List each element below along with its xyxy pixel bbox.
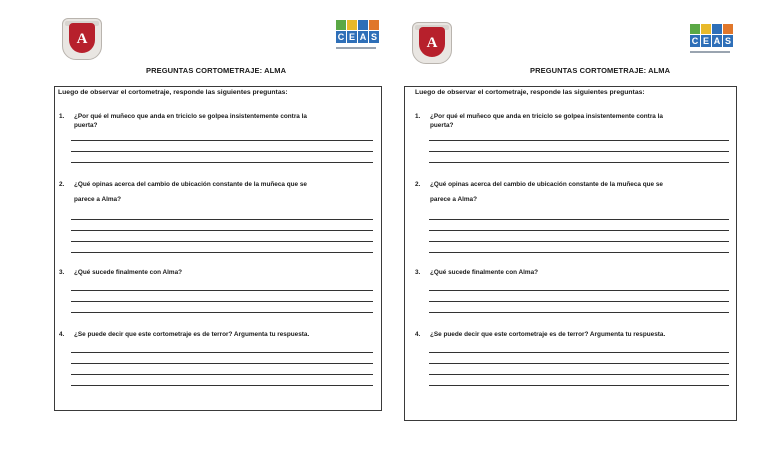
ceas-subtitle-bar <box>336 47 376 49</box>
answer-line[interactable] <box>429 140 729 141</box>
ceas-letter-a: A <box>713 36 721 46</box>
crest-shield <box>69 23 95 53</box>
answer-line[interactable] <box>71 385 373 386</box>
question-text-line1: ¿Qué sucede finalmente con Alma? <box>74 269 183 276</box>
answer-line[interactable] <box>71 241 373 242</box>
questions-box <box>404 86 737 421</box>
ceas-squares <box>690 24 734 34</box>
ceas-letter-e: E <box>702 36 709 46</box>
answer-line[interactable] <box>71 290 373 291</box>
ceas-subtitle-bar <box>690 51 730 53</box>
answer-line[interactable] <box>429 219 729 220</box>
question-number: 4. <box>59 331 65 338</box>
question-text-line1: ¿Por qué el muñeco que anda en triciclo se golpea insistentemente contra la <box>74 113 307 120</box>
question-text-line2: parece a Alma? <box>430 196 478 203</box>
question-text-line1: ¿Se puede decir que este cortometraje es de terror? Argumenta tu respuesta. <box>430 331 666 338</box>
answer-line[interactable] <box>429 252 729 253</box>
answer-line[interactable] <box>429 230 729 231</box>
question-number: 1. <box>415 113 421 120</box>
questions-box <box>54 86 382 411</box>
answer-line[interactable] <box>429 162 729 163</box>
ceas-letters <box>690 35 734 47</box>
answer-line[interactable] <box>429 312 729 313</box>
ceas-letters <box>336 31 380 43</box>
answer-line[interactable] <box>429 241 729 242</box>
question-text-line1: ¿Qué opinas acerca del cambio de ubicación constante de la muñeca que se <box>74 181 307 188</box>
page-title: PREGUNTAS CORTOMETRAJE: ALMA <box>530 66 671 75</box>
ceas-logo <box>690 24 734 53</box>
answer-line[interactable] <box>429 151 729 152</box>
question-text-line2: puerta? <box>74 122 98 129</box>
question-number: 4. <box>415 331 421 338</box>
ceas-logo <box>336 20 380 49</box>
school-crest-logo <box>62 18 102 60</box>
question-number: 3. <box>415 269 421 276</box>
answer-line[interactable] <box>71 140 373 141</box>
answer-line[interactable] <box>71 312 373 313</box>
question-text-line2: puerta? <box>430 122 454 129</box>
question-text-line1: ¿Qué opinas acerca del cambio de ubicación constante de la muñeca que se <box>430 181 663 188</box>
question-number: 2. <box>59 181 65 188</box>
answer-line[interactable] <box>71 219 373 220</box>
school-crest-logo <box>412 22 452 64</box>
ceas-letter-a: A <box>359 32 367 42</box>
crest-letter: A <box>426 35 438 51</box>
answer-line[interactable] <box>429 374 729 375</box>
ceas-letter-s: S <box>724 36 731 46</box>
intro-text: Luego de observar el cortometraje, responde las siguientes preguntas: <box>415 89 645 96</box>
answer-line[interactable] <box>71 363 373 364</box>
crest-letter: A <box>76 31 88 47</box>
question-number: 2. <box>415 181 421 188</box>
intro-text: Luego de observar el cortometraje, responde las siguientes preguntas: <box>58 89 288 96</box>
ceas-letter-c: C <box>337 32 345 42</box>
answer-line[interactable] <box>71 162 373 163</box>
answer-line[interactable] <box>71 230 373 231</box>
answer-line[interactable] <box>71 301 373 302</box>
question-text-line1: ¿Se puede decir que este cortometraje es de terror? Argumenta tu respuesta. <box>74 331 310 338</box>
answer-line[interactable] <box>71 374 373 375</box>
ceas-squares <box>336 20 380 30</box>
answer-line[interactable] <box>71 352 373 353</box>
question-text-line2: parece a Alma? <box>74 196 122 203</box>
answer-line[interactable] <box>71 151 373 152</box>
question-number: 1. <box>59 113 65 120</box>
question-number: 3. <box>59 269 65 276</box>
question-text-line1: ¿Qué sucede finalmente con Alma? <box>430 269 539 276</box>
ceas-letter-s: S <box>370 32 377 42</box>
ceas-letter-e: E <box>348 32 355 42</box>
answer-line[interactable] <box>429 301 729 302</box>
answer-line[interactable] <box>71 252 373 253</box>
question-text-line1: ¿Por qué el muñeco que anda en triciclo se golpea insistentemente contra la <box>430 113 663 120</box>
answer-line[interactable] <box>429 352 729 353</box>
crest-shield <box>419 27 445 57</box>
ceas-letter-c: C <box>691 36 699 46</box>
answer-line[interactable] <box>429 363 729 364</box>
page-title: PREGUNTAS CORTOMETRAJE: ALMA <box>146 66 287 75</box>
answer-line[interactable] <box>429 290 729 291</box>
answer-line[interactable] <box>429 385 729 386</box>
